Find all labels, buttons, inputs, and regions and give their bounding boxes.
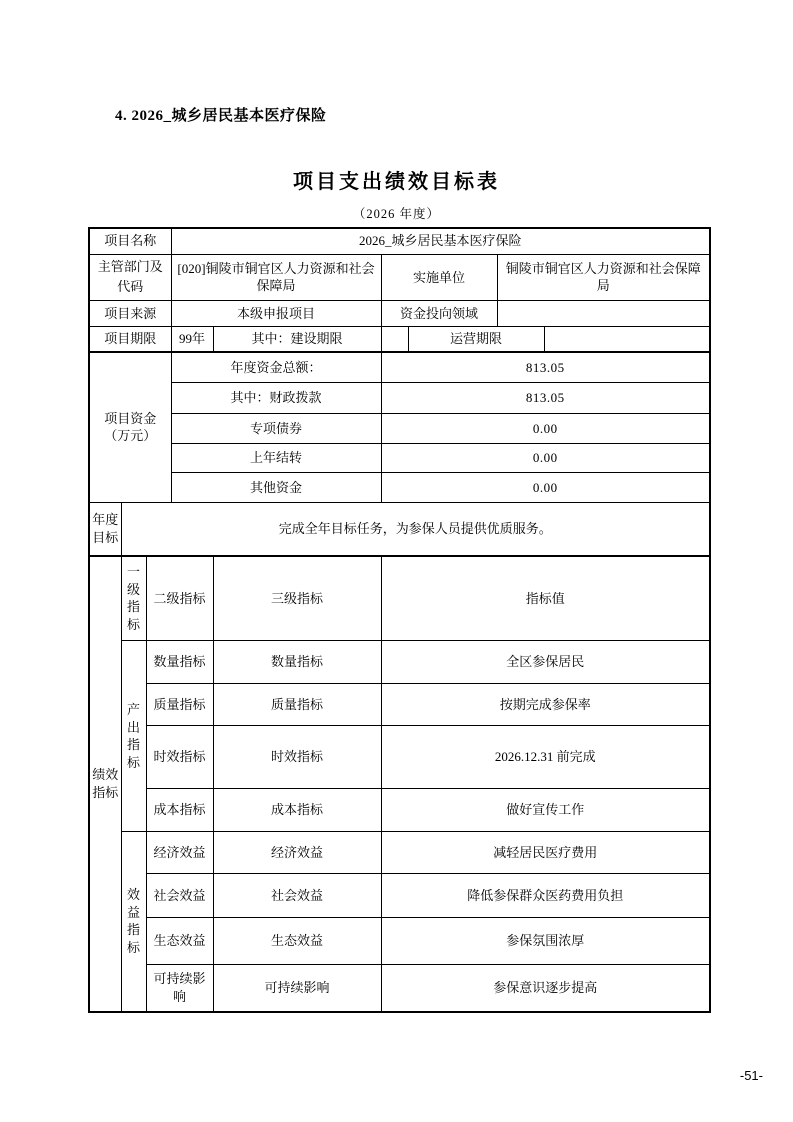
impl-unit-label: 实施单位: [381, 254, 497, 301]
fund-row-value: 813.05: [381, 352, 710, 383]
indicator-group-name: 产出指标: [121, 641, 146, 832]
fund-row-value: 0.00: [381, 473, 710, 503]
operate-period-value-empty: [544, 327, 710, 352]
build-period-label: 其中：建设期限: [213, 327, 381, 352]
indicator-l3: 生态效益: [213, 918, 381, 965]
period-value: 99年: [171, 327, 213, 352]
source-value: 本级申报项目: [171, 301, 381, 327]
fund-label-line2: （万元）: [104, 428, 157, 444]
indicator-l2: 数量指标: [146, 641, 213, 684]
annual-goal-text: 完成全年目标任务，为参保人员提供优质服务。: [121, 503, 710, 556]
performance-target-table: [88, 227, 711, 1013]
fund-row-value: 0.00: [381, 414, 710, 444]
project-name-label: 项目名称: [89, 228, 171, 254]
indicator-l2: 成本指标: [146, 789, 213, 832]
fund-row-value: 813.05: [381, 383, 710, 414]
indicator-l3: 社会效益: [213, 874, 381, 918]
dept-label: 主管部门及代码: [89, 254, 171, 301]
indicator-l3: 时效指标: [213, 726, 381, 789]
indicator-group-name: 效益指标: [121, 832, 146, 1012]
fund-row-name: 其他资金: [171, 473, 381, 503]
fund-section-label: [89, 352, 171, 503]
fund-direction-value-empty: [497, 301, 710, 327]
indicator-header-l2: 二级指标: [146, 556, 213, 641]
fund-direction-label: 资金投向领域: [381, 301, 497, 327]
indicator-l2: 社会效益: [146, 874, 213, 918]
annual-goal-label: 年度目标: [89, 503, 121, 556]
period-label: 项目期限: [89, 327, 171, 352]
indicator-l2: 经济效益: [146, 832, 213, 874]
project-name-value: 2026_城乡居民基本医疗保险: [171, 228, 710, 254]
indicator-value: 参保意识逐步提高: [381, 965, 710, 1012]
fund-label-line1: 项目资金: [104, 410, 157, 426]
indicator-value: 降低参保群众医药费用负担: [381, 874, 710, 918]
indicator-l2: 时效指标: [146, 726, 213, 789]
indicator-value: 减轻居民医疗费用: [381, 832, 710, 874]
indicator-header-l1: 一级指标: [121, 556, 146, 641]
indicator-value: 2026.12.31 前完成: [381, 726, 710, 789]
indicator-l3: 经济效益: [213, 832, 381, 874]
indicator-l2: 生态效益: [146, 918, 213, 965]
indicator-l3: 可持续影响: [213, 965, 381, 1012]
fund-row-name: 年度资金总额：: [171, 352, 381, 383]
indicator-value: 全区参保居民: [381, 641, 710, 684]
build-period-value-empty: [381, 327, 408, 352]
page-number: -51-: [739, 1068, 763, 1083]
indicator-header-l3: 三级指标: [213, 556, 381, 641]
source-label: 项目来源: [89, 301, 171, 327]
indicator-header-value: 指标值: [381, 556, 710, 641]
fund-row-name: 其中：财政拨款: [171, 383, 381, 414]
dept-value: [020]铜陵市铜官区人力资源和社会保障局: [171, 254, 381, 301]
impl-unit-value: 铜陵市铜官区人力资源和社会保障局: [497, 254, 710, 301]
fund-row-name: 上年结转: [171, 444, 381, 473]
indicator-value: 按期完成参保率: [381, 684, 710, 726]
indicator-l3: 质量指标: [213, 684, 381, 726]
indicator-l2: 可持续影响: [146, 965, 213, 1012]
fund-row-name: 专项债券: [171, 414, 381, 444]
indicator-l3: 数量指标: [213, 641, 381, 684]
doc-title: 项目支出绩效目标表: [293, 171, 500, 193]
fund-row-value: 0.00: [381, 444, 710, 473]
doc-subtitle: （2026 年度）: [352, 207, 441, 221]
indicator-value: 参保氛围浓厚: [381, 918, 710, 965]
indicator-value: 做好宣传工作: [381, 789, 710, 832]
indicator-l2: 质量指标: [146, 684, 213, 726]
indicator-l3: 成本指标: [213, 789, 381, 832]
operate-period-label: 运营期限: [408, 327, 544, 352]
perf-section-label: 绩效指标: [89, 556, 121, 1012]
section-heading: 4. 2026_城乡居民基本医疗保险: [115, 108, 327, 124]
